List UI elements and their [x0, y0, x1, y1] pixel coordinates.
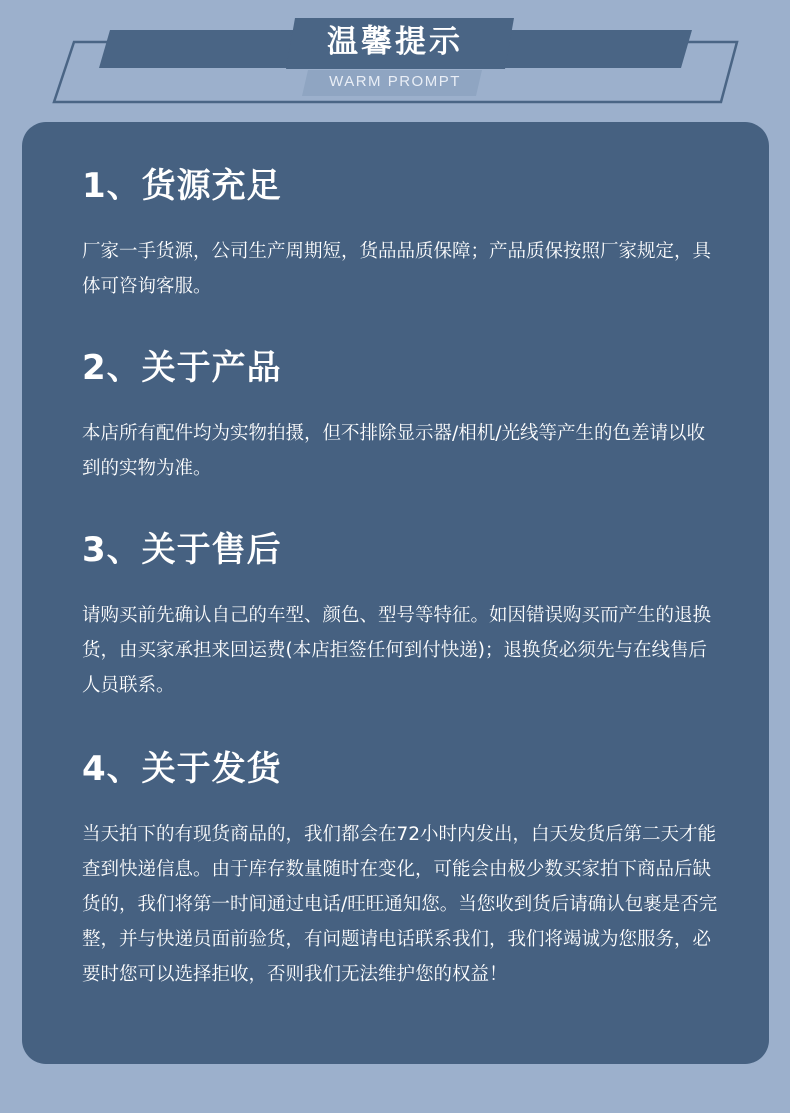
- section-body: 当天拍下的有现货商品的，我们都会在72小时内发出，白天发货后第二天才能查到快递信息。由于库存数量随时在变化，可能会由极少数买家拍下商品后缺货的，我们将第一时间通过电话/旺旺通知您。当您收到货后请确认包裹是否完整，并与快递员面前验货，有问题请电话联系我们，我们将竭诚为您服务，必要时您可以选择拒收，否则我们无法维护您的权益！: [82, 824, 718, 985]
- content-card: [22, 122, 769, 1064]
- section-after-sales: [82, 528, 722, 703]
- section-body: 本店所有配件均为实物拍摄，但不排除显示器/相机/光线等产生的色差请以收到的实物为准。: [82, 423, 705, 479]
- section-body: 厂家一手货源，公司生产周期短，货品品质保障；产品质保按照厂家规定，具体可咨询客服。: [82, 241, 712, 297]
- header: [0, 0, 790, 110]
- section-title: 2、关于产品: [82, 348, 282, 388]
- section-supply: [82, 164, 722, 304]
- section-title: 1、货源充足: [82, 166, 282, 206]
- section-shipping: [82, 747, 722, 992]
- section-product: [82, 346, 722, 486]
- section-title: 4、关于发货: [82, 749, 282, 789]
- page-subtitle: WARM PROMPT: [329, 73, 461, 90]
- section-title: 3、关于售后: [82, 530, 282, 570]
- page-title: 温馨提示: [327, 24, 463, 60]
- section-body: 请购买前先确认自己的车型、颜色、型号等特征。如因错误购买而产生的退换货，由买家承担来回运费(本店拒签任何到付快递)；退换货必须先与在线售后人员联系。: [82, 605, 712, 696]
